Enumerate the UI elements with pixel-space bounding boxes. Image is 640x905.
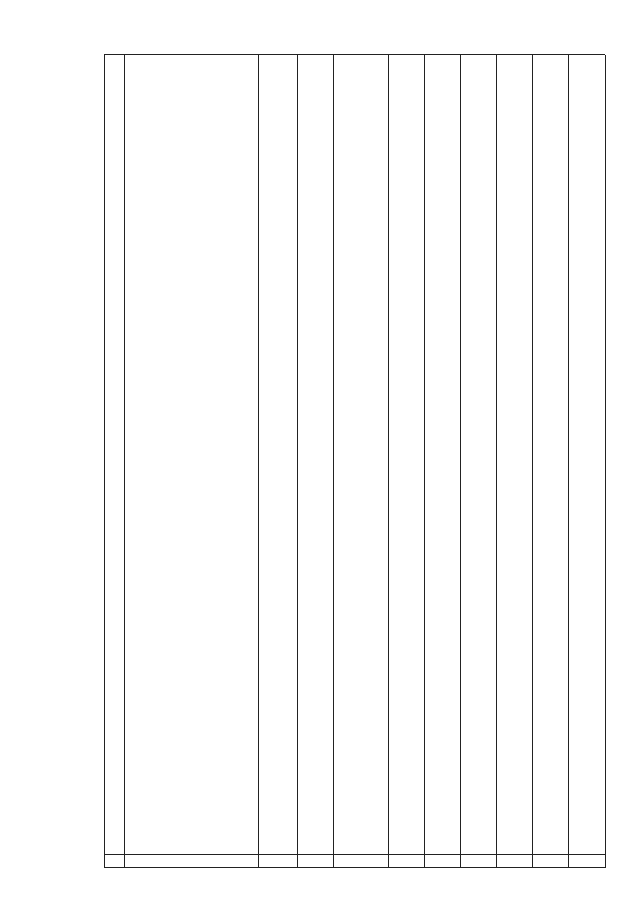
column-divider bbox=[424, 55, 425, 868]
column-divider bbox=[460, 55, 461, 868]
table-border bbox=[605, 55, 606, 868]
column-divider bbox=[333, 55, 334, 868]
table-bottom-border bbox=[104, 867, 605, 868]
table-border bbox=[104, 55, 105, 868]
column-divider bbox=[258, 55, 259, 868]
column-divider bbox=[297, 55, 298, 868]
column-divider bbox=[388, 55, 389, 868]
header-border bbox=[104, 54, 605, 55]
column-divider bbox=[496, 55, 497, 868]
column-divider bbox=[568, 55, 569, 868]
header-border bbox=[104, 854, 605, 855]
column-divider bbox=[532, 55, 533, 868]
column-divider bbox=[124, 55, 125, 868]
